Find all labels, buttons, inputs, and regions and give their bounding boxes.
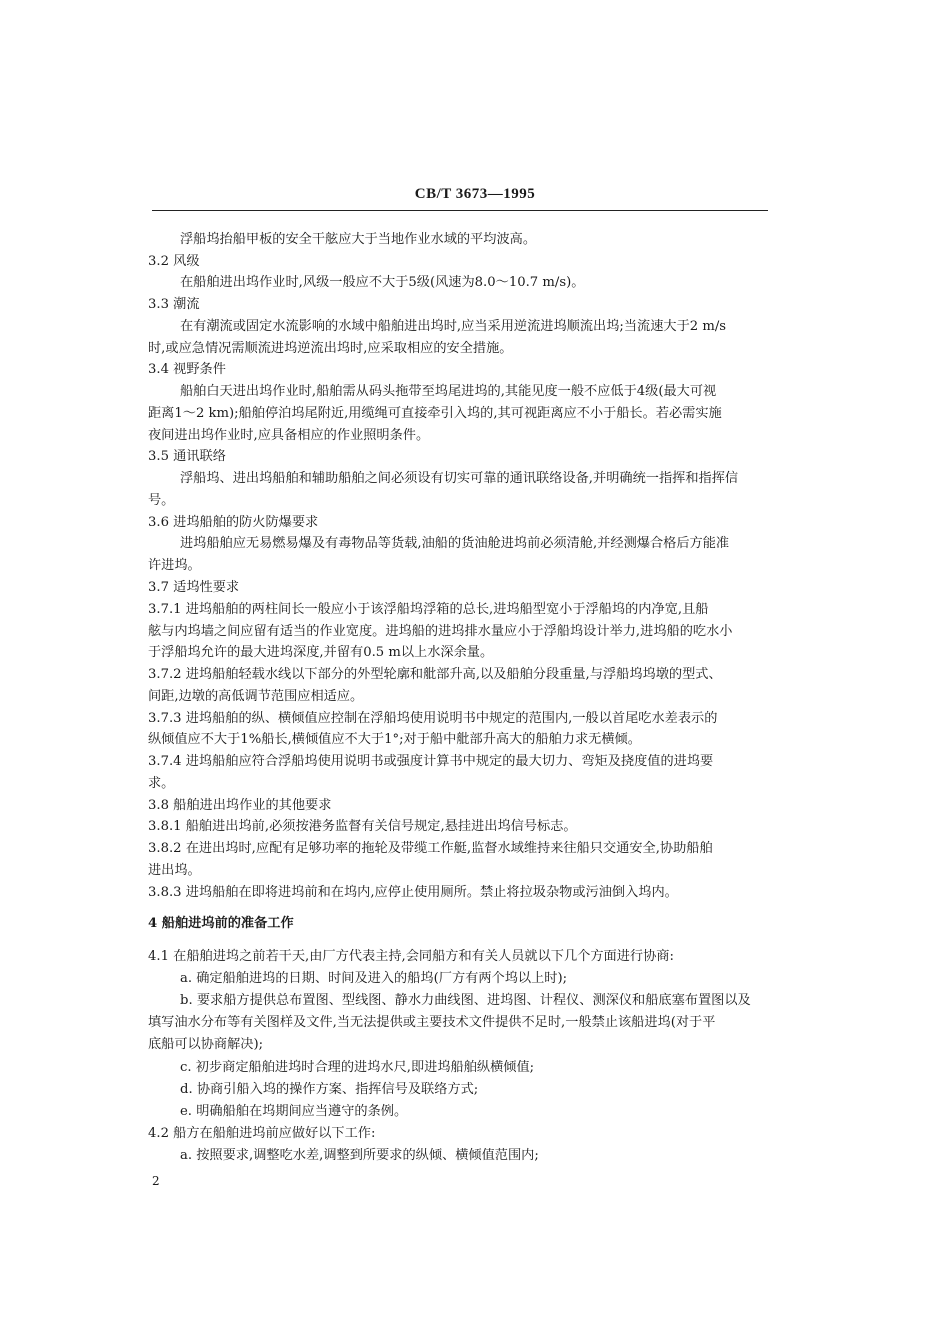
- text-line: 纵倾值应不大于1%船长,横倾值应不大于1°;对于船中舭部升高大的船舶力求无横倾。: [148, 732, 641, 747]
- text-line: 进坞船舶应无易燃易爆及有毒物品等货载,油船的货油舱进坞前必须清舱,并经测爆合格后方能准: [180, 536, 730, 551]
- text-line: 浮船坞、进出坞船舶和辅助船舶之间必须设有切实可靠的通讯联络设备,并明确统一指挥和指挥信: [180, 471, 739, 486]
- text-line: 距离1～2 km);船舶停泊坞尾附近,用缆绳可直接牵引入坞的,其可视距离应不小于船长。若必需实施: [148, 406, 722, 421]
- text-line: 3.4 视野条件: [148, 362, 226, 377]
- text-line: 3.7.4 进坞船舶应符合浮船坞使用说明书或强度计算书中规定的最大切力、弯矩及挠度值的进坞要: [148, 754, 714, 769]
- text-line: 舷与内坞墙之间应留有适当的作业宽度。进坞船的进坞排水量应小于浮船坞设计举力,进坞船的吃水小: [148, 624, 733, 639]
- text-line: b. 要求船方提供总布置图、型线图、静水力曲线图、进坞图、计程仪、测深仪和船底塞布置图以及: [180, 993, 751, 1008]
- text-line: 浮船坞抬船甲板的安全干舷应大于当地作业水域的平均波高。: [180, 232, 537, 247]
- text-line: a. 确定船舶进坞的日期、时间及进入的船坞(厂方有两个坞以上时);: [180, 971, 568, 986]
- text-line: 求。: [148, 776, 175, 791]
- text-line: 3.7.3 进坞船舶的纵、横倾值应控制在浮船坞使用说明书中规定的范围内,一般以首尾吃水差表示的: [148, 711, 718, 726]
- text-line: 于浮船坞允许的最大进坞深度,并留有0.5 m以上水深余量。: [148, 645, 494, 660]
- text-line: a. 按照要求,调整吃水差,调整到所要求的纵倾、横倾值范围内;: [180, 1148, 539, 1163]
- text-line: 3.7.1 进坞船舶的两柱间长一般应小于该浮船坞浮箱的总长,进坞船型宽小于浮船坞的内净宽,且船: [148, 602, 709, 617]
- text-line: 时,或应急情况需顺流进坞逆流出坞时,应采取相应的安全措施。: [148, 341, 513, 356]
- text-line: 3.8.1 船舶进出坞前,必须按港务监督有关信号规定,悬挂进出坞信号标志。: [148, 819, 577, 834]
- text-line: c. 初步商定船舶进坞时合理的进坞水尺,即进坞船舶纵横倾值;: [180, 1060, 535, 1075]
- text-line: 3.8 船舶进出坞作业的其他要求: [148, 798, 332, 813]
- text-line: 3.7 适坞性要求: [148, 580, 240, 595]
- text-line: d. 协商引船入坞的操作方案、指挥信号及联络方式;: [180, 1082, 479, 1097]
- text-line: 号。: [148, 493, 175, 508]
- text-line: 进出坞。: [148, 863, 201, 878]
- text-line: 船舶白天进出坞作业时,船舶需从码头拖带至坞尾进坞的,其能见度一般不应低于4级(最大可视: [180, 384, 717, 399]
- page-header: CB/T 3673—1995: [414, 186, 536, 202]
- text-line: 在有潮流或固定水流影响的水域中船舶进出坞时,应当采用逆流进坞顺流出坞;当流速大于2 m/s: [180, 319, 727, 334]
- text-line: 许进坞。: [148, 558, 201, 573]
- text-line: 夜间进出坞作业时,应具备相应的作业照明条件。: [148, 428, 430, 443]
- text-line: 间距,边墩的高低调节范围应相适应。: [148, 689, 364, 704]
- text-line: 4.1 在船舶进坞之前若干天,由厂方代表主持,会同船方和有关人员就以下几个方面进行协商:: [148, 949, 674, 964]
- text-line: 3.3 潮流: [148, 297, 200, 312]
- text-line: 3.7.2 进坞船舶轻载水线以下部分的外型轮廓和舭部升高,以及船舶分段重量,与浮船坞坞墩的型式、: [148, 667, 722, 682]
- text-line: 3.5 通讯联络: [148, 449, 226, 464]
- text-line: 4.2 船方在船舶进坞前应做好以下工作:: [148, 1126, 376, 1141]
- text-line: 3.8.3 进坞船舶在即将进坞前和在坞内,应停止使用厕所。禁止将拉圾杂物或污油倒入坞内。: [148, 885, 678, 900]
- header-rule: [152, 210, 768, 211]
- text-line: 在船舶进出坞作业时,风级一般应不大于5级(风速为8.0～10.7 m/s)。: [180, 275, 585, 290]
- text-line: 3.2 风级: [148, 254, 200, 269]
- text-line: e. 明确船舶在坞期间应当遵守的条例。: [180, 1104, 408, 1119]
- text-line: 底船可以协商解决);: [148, 1037, 264, 1052]
- text-line: 填写油水分布等有关图样及文件,当无法提供或主要技术文件提供不足时,一般禁止该船进坞(对于平: [148, 1015, 716, 1030]
- text-line: 3.8.2 在进出坞时,应配有足够功率的拖轮及带缆工作艇,监督水域维持来往船只交通安全,协助船舶: [148, 841, 713, 856]
- section-heading: 4 船舶进坞前的准备工作: [148, 916, 294, 931]
- text-line: 3.6 进坞船舶的防火防爆要求: [148, 515, 319, 530]
- page-number: 2: [152, 1174, 160, 1188]
